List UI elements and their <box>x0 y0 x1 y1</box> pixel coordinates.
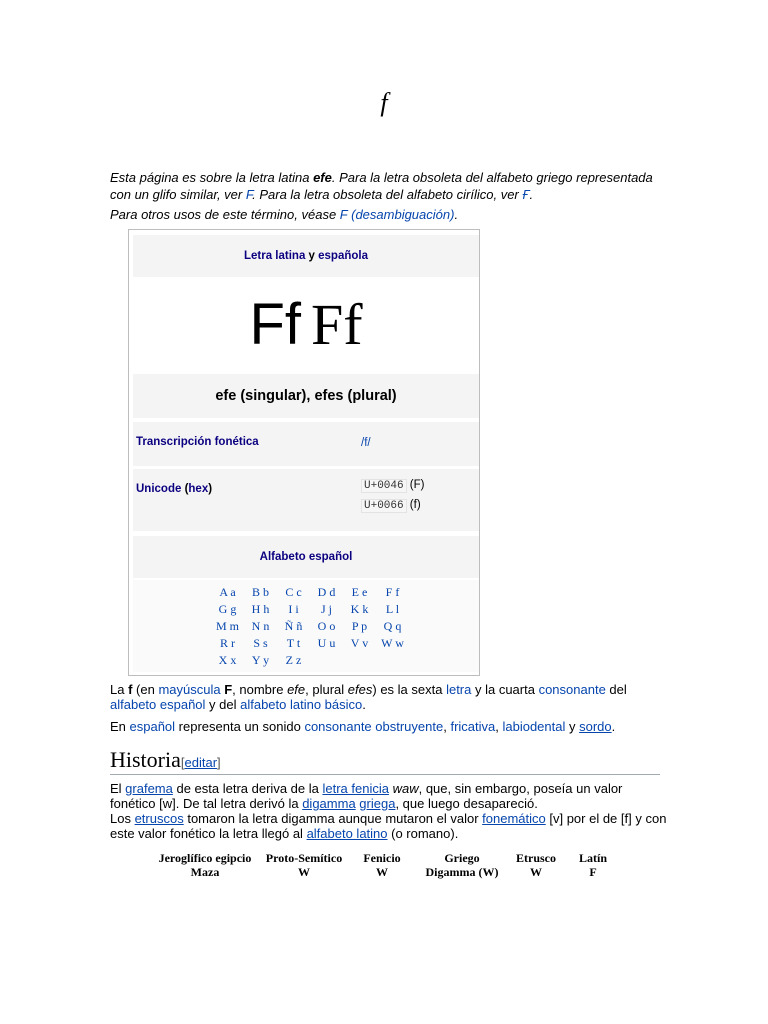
table-cell: W <box>298 865 310 879</box>
text: , que, sin embargo, poseía un valor fonético [w]. De tal letra derivó la <box>110 781 623 811</box>
unicode-value-lowercase <box>361 499 421 512</box>
table-header: Fenicio <box>363 851 401 865</box>
table-cell: W <box>530 865 542 879</box>
alphabet-letter-link[interactable]: E e <box>351 585 368 599</box>
text: En <box>110 719 130 734</box>
italic-efes: efes <box>347 682 373 697</box>
alphabet-letter-link[interactable]: V v <box>350 636 369 650</box>
alphabet-letter-link[interactable]: O o <box>317 619 336 633</box>
link-espanol[interactable]: español <box>129 719 176 734</box>
text: , que luego desapareció. <box>395 796 538 811</box>
text: y <box>565 719 580 734</box>
section-title: Historia <box>110 747 181 772</box>
unicode-code: U+0066 <box>361 499 407 513</box>
unicode-value-uppercase <box>361 479 425 492</box>
table-cell: Maza <box>190 865 220 879</box>
link-griega[interactable]: griega <box>359 796 396 811</box>
alphabet-letter-link[interactable]: J j <box>320 602 332 616</box>
hatnote-text: . <box>454 207 459 222</box>
alphabet-letter-link[interactable]: K k <box>350 602 369 616</box>
hatnote-other-uses <box>110 206 670 223</box>
infobox-row-unicode <box>133 469 479 531</box>
link-sordo[interactable]: sordo <box>579 719 612 734</box>
text: tomaron la letra digamma aunque mutaron el valor <box>183 811 483 826</box>
alphabet-letter-link[interactable]: Y y <box>251 653 270 667</box>
link-hex[interactable]: hex <box>188 483 209 495</box>
section-heading-historia <box>110 747 660 775</box>
text: . <box>362 697 366 712</box>
alphabet-letter-link[interactable]: T t <box>286 636 301 650</box>
alphabet-grid <box>211 584 409 669</box>
alphabet-letter-link[interactable]: L l <box>385 602 400 616</box>
evolution-table <box>150 851 622 879</box>
unicode-code: U+0046 <box>361 479 407 493</box>
text: Los <box>110 811 135 826</box>
alphabet-letter-link[interactable]: A a <box>219 585 236 599</box>
alphabet-letter-link[interactable]: D d <box>317 585 336 599</box>
link-etruscos[interactable]: etruscos <box>134 811 184 826</box>
link-f-disambiguation[interactable]: F (desambiguación) <box>339 207 455 222</box>
table-cell: Digamma (W) <box>425 865 499 879</box>
link-cyrillic-letter[interactable]: Ғ <box>522 187 530 202</box>
link-alfabeto-espanol[interactable]: Alfabeto español <box>259 551 353 563</box>
table-header: Etrusco <box>516 851 556 865</box>
sound-paragraph <box>110 719 670 734</box>
alphabet-letter-link[interactable]: Z z <box>285 653 302 667</box>
hatnote-letter-disambiguation <box>110 169 670 203</box>
unicode-paren-open: ( <box>181 483 189 495</box>
text: [v] por el de [f] y con este valor fonético la letra llegó al <box>110 811 667 841</box>
text: representa un sonido <box>175 719 305 734</box>
link-labiodental[interactable]: labiodental <box>502 719 566 734</box>
alphabet-letter-link[interactable]: G g <box>218 602 237 616</box>
bold-f: f <box>128 682 133 697</box>
link-greek-digamma[interactable]: F <box>245 187 253 202</box>
alphabet-letter-link[interactable]: M m <box>215 619 239 633</box>
alphabet-letter-link[interactable]: I i <box>288 602 299 616</box>
table-header: Jeroglífico egipcio <box>158 851 252 865</box>
table-header: Proto-Semítico <box>265 851 343 865</box>
italic-efe: efe <box>287 682 306 697</box>
alphabet-letter-link[interactable]: F f <box>385 585 400 599</box>
link-unicode[interactable]: Unicode <box>136 483 182 495</box>
history-paragraph <box>110 781 670 841</box>
italic-waw: waw <box>392 781 419 796</box>
link-letra-latina[interactable]: Letra latina <box>243 250 306 262</box>
hatnote-text: . <box>529 187 534 202</box>
text: de esta letra deriva de la <box>172 781 323 796</box>
link-grafema[interactable]: grafema <box>125 781 173 796</box>
link-digamma[interactable]: digamma <box>302 796 356 811</box>
link-mayuscula[interactable]: mayúscula <box>158 682 221 697</box>
link-fricativa[interactable]: fricativa <box>450 719 496 734</box>
bold-F: F <box>224 682 233 697</box>
alphabet-letter-link[interactable]: P p <box>351 619 368 633</box>
edit-bracket: [ <box>180 755 185 770</box>
unicode-label <box>136 483 212 495</box>
link-alfabeto-espanol[interactable]: alfabeto español <box>110 697 206 712</box>
text: , plural <box>305 682 348 697</box>
infobox-alphabet <box>133 580 479 672</box>
hatnote-text: Esta página es sobre la letra latina <box>110 170 314 185</box>
text: El <box>110 781 126 796</box>
text: (en <box>132 682 159 697</box>
text: . <box>611 719 616 734</box>
text: ) es la sexta <box>372 682 447 697</box>
intro-paragraph <box>110 682 670 712</box>
link-transcripcion-fonetica[interactable]: Transcripción fonética <box>136 436 259 448</box>
infobox <box>128 229 480 676</box>
hatnote-text: . Para la letra obsoleta del alfabeto griego representada con un glifo similar, ver <box>110 170 653 202</box>
transcription-value: /f/ <box>361 437 371 449</box>
link-alfabeto-latino-basico[interactable]: alfabeto latino básico <box>240 697 363 712</box>
hatnote-bold: efe <box>313 170 332 185</box>
table-cell: F <box>589 865 597 879</box>
alphabet-letter-link[interactable]: U u <box>317 636 336 650</box>
hatnote-text: . Para la letra obsoleta del alfabeto cirílico, ver <box>252 187 523 202</box>
infobox-row-transcription <box>133 422 479 466</box>
text: y la cuarta <box>471 682 539 697</box>
page-title: f <box>380 88 388 117</box>
edit-bracket: ] <box>217 755 221 770</box>
text: , <box>443 719 451 734</box>
table-cell: W <box>376 865 388 879</box>
text: La <box>110 682 129 697</box>
infobox-header-and: y <box>305 250 319 262</box>
text: (o romano). <box>387 826 459 841</box>
alphabet-letter-link[interactable]: W w <box>381 636 404 650</box>
unicode-char: (F) <box>406 479 425 491</box>
link-letra-fenicia[interactable]: letra fenicia <box>322 781 389 796</box>
glyph-serif: Ff <box>310 292 363 357</box>
alphabet-letter-link[interactable]: C c <box>285 585 302 599</box>
alphabet-letter-link[interactable]: N n <box>251 619 270 633</box>
unicode-paren-close: ) <box>208 483 213 495</box>
text: , <box>495 719 503 734</box>
glyph-sans: Ff <box>249 292 301 357</box>
link-espanola[interactable]: española <box>318 250 368 262</box>
alphabet-letter-link[interactable]: R r <box>220 636 235 650</box>
alphabet-letter-link[interactable]: B b <box>251 585 269 599</box>
link-consonante[interactable]: consonante <box>538 682 606 697</box>
link-fonematico[interactable]: fonemático <box>482 811 546 826</box>
text: y del <box>205 697 241 712</box>
infobox-header <box>133 235 479 277</box>
infobox-glyphs <box>133 280 479 370</box>
infobox-header-text <box>133 235 479 277</box>
alphabet-letter-link[interactable]: S s <box>253 636 268 650</box>
text: , nombre <box>232 682 288 697</box>
infobox-letter-name: efe (singular), efes (plural) <box>133 374 479 418</box>
alphabet-letter-link[interactable]: H h <box>251 602 270 616</box>
link-consonante-obstruyente[interactable]: consonante obstruyente <box>304 719 444 734</box>
infobox-alphabet-header <box>133 536 479 578</box>
unicode-char: (f) <box>406 499 421 511</box>
edit-link[interactable]: editar <box>184 755 218 770</box>
link-letra[interactable]: letra <box>446 682 472 697</box>
alphabet-letter-link[interactable]: Q q <box>383 619 402 633</box>
alphabet-letter-link[interactable]: X x <box>218 653 237 667</box>
table-header: Latín <box>578 851 607 865</box>
hatnote-text: Para otros usos de este término, véase <box>110 207 340 222</box>
alphabet-letter-link[interactable]: Ñ ñ <box>284 619 303 633</box>
text: del <box>605 682 627 697</box>
table-header: Griego <box>444 851 480 865</box>
link-alfabeto-latino[interactable]: alfabeto latino <box>306 826 388 841</box>
